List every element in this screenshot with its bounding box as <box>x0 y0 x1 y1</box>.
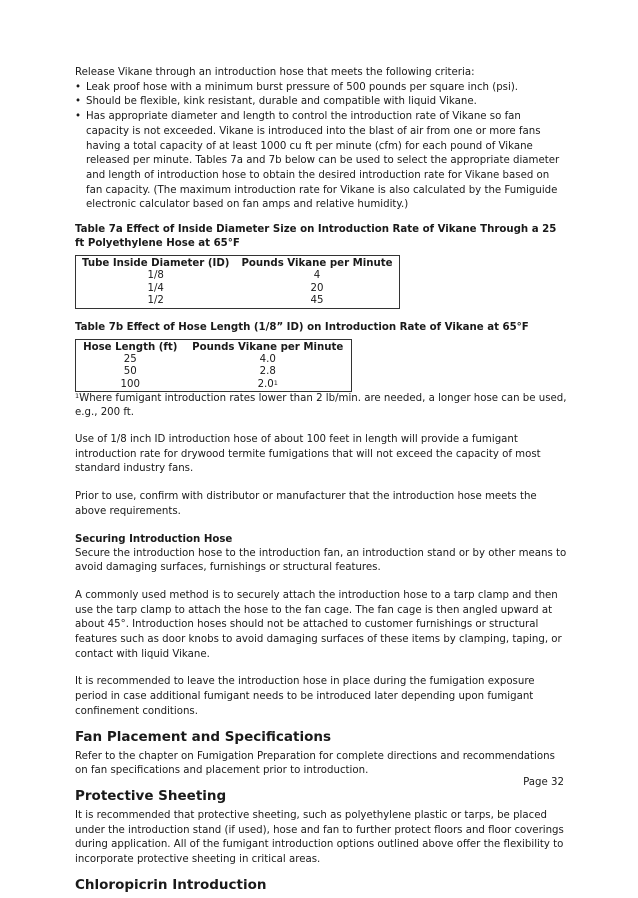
table-header: Hose Length (ft) <box>83 341 178 353</box>
table-cell: 100 <box>120 378 140 390</box>
table-row <box>76 283 400 296</box>
table-cell: 4 <box>313 270 321 282</box>
table-7a-caption: Table 7a Effect of Inside Diameter Size on Introduction Rate of Vikane Through a 25 ft Polyethylene Hose at 65°F <box>75 224 557 250</box>
paragraph: Use of 1/8 inch ID introduction hose of about 100 feet in length will provide a fumigant introduction rate for drywood termite fumigations that will not exceed the capacity of most standard industry fans. <box>75 434 541 475</box>
cell-value: 2.0 <box>257 378 274 390</box>
table-7a <box>75 255 400 309</box>
paragraph: Secure the introduction hose to the introduction fan, an introduction stand or by other means to avoid damaging surfaces, furnishings or structural features. <box>75 547 567 574</box>
table-cell: 2.8 <box>259 366 276 378</box>
footnote-ref: 1 <box>273 378 278 387</box>
table-cell: 45 <box>310 295 324 307</box>
sheeting-heading: Protective Sheeting <box>75 787 227 804</box>
document-page <box>75 66 567 898</box>
footnote-text: Where fumigant introduction rates lower than 2 lb/min. are needed, a longer hose can be used, e.g., 200 ft. <box>75 393 567 419</box>
table-header: Tube Inside Diameter (ID) <box>82 258 230 270</box>
paragraph: It is recommended that protective sheeting, such as polyethylene plastic or tarps, be placed under the introduction stand (if used), hose and fan to further protect floors and floor coverings during application. All of the fumigant introduction options outlined above offer the flexibility to incorporate protective sheeting in critical areas. <box>75 809 564 866</box>
table-header: Pounds Vikane per Minute <box>192 341 344 353</box>
table-row <box>76 379 352 392</box>
chloropicrin-heading: Chloropicrin Introduction <box>75 876 267 893</box>
footnote-mark: 1 <box>75 392 80 401</box>
paragraph: A commonly used method is to securely attach the introduction hose to a tarp clamp and then use the tarp clamp to attach the hose to the fan cage. The fan cage is then angled upward at about 45°. Introduction hoses should not be attached to customer furnishings or structural features such as door knobs to avoid damaging surfaces of these items by clamping, taping, or contact with liquid Vikane. <box>75 589 562 660</box>
table-cell: 20 <box>310 282 324 294</box>
table-row <box>76 295 400 308</box>
table-cell: 1/4 <box>147 282 164 294</box>
table-header: Pounds Vikane per Minute <box>241 258 393 270</box>
fan-heading: Fan Placement and Specifications <box>75 728 332 745</box>
table-row <box>76 366 352 379</box>
paragraph: It is recommended to leave the introduction hose in place during the fumigation exposure period in case additional fumigant needs to be introduced later depending upon fumigant confinement conditions. <box>75 676 535 717</box>
securing-heading: Securing Introduction Hose <box>75 533 233 545</box>
table-cell: 4.0 <box>259 353 276 365</box>
paragraph: Prior to use, confirm with distributor or manufacturer that the introduction hose meets the above requirements. <box>75 491 537 517</box>
criteria-item: • Should be flexible, kink resistant, durable and compatible with liquid Vikane. <box>75 95 567 110</box>
table-cell: 25 <box>123 353 137 365</box>
table-7b-caption: Table 7b Effect of Hose Length (1/8” ID) on Introduction Rate of Vikane at 65°F <box>75 321 529 333</box>
table-cell: 50 <box>123 366 137 378</box>
paragraph: Refer to the chapter on Fumigation Preparation for complete directions and recommendations on fan specifications and placement prior to introduction. <box>75 750 555 777</box>
table-row <box>76 354 352 367</box>
page-number: Page 32 <box>523 777 564 788</box>
table-row <box>76 270 400 283</box>
criteria-list <box>75 81 567 213</box>
table-cell <box>184 379 351 392</box>
criteria-item: • Leak proof hose with a minimum burst pressure of 500 pounds per square inch (psi). <box>75 81 567 96</box>
table-cell: 1/8 <box>147 270 164 282</box>
intro-text: Release Vikane through an introduction hose that meets the following criteria: <box>75 67 475 78</box>
table-7b <box>75 339 352 393</box>
table-cell: 1/2 <box>147 295 164 307</box>
footnote <box>75 392 567 420</box>
criteria-item: • Has appropriate diameter and length to control the introduction rate of Vikane so fan capacity is not exceeded. Vikane is introduced into the blast of air from one or more fans having a total capacity of at least 1000 cu ft per minute (cfm) for each pound of Vikane released per minute. Tables 7a and 7b below can be used to select the appropriate diameter and length of introduction hose to obtain the desired introduction rate for Vikane based on fan capacity. (The maximum introduction rate for Vikane is also calculated by the Fumiguide electronic calculator based on fan amps and relative humidity.) <box>75 110 567 213</box>
